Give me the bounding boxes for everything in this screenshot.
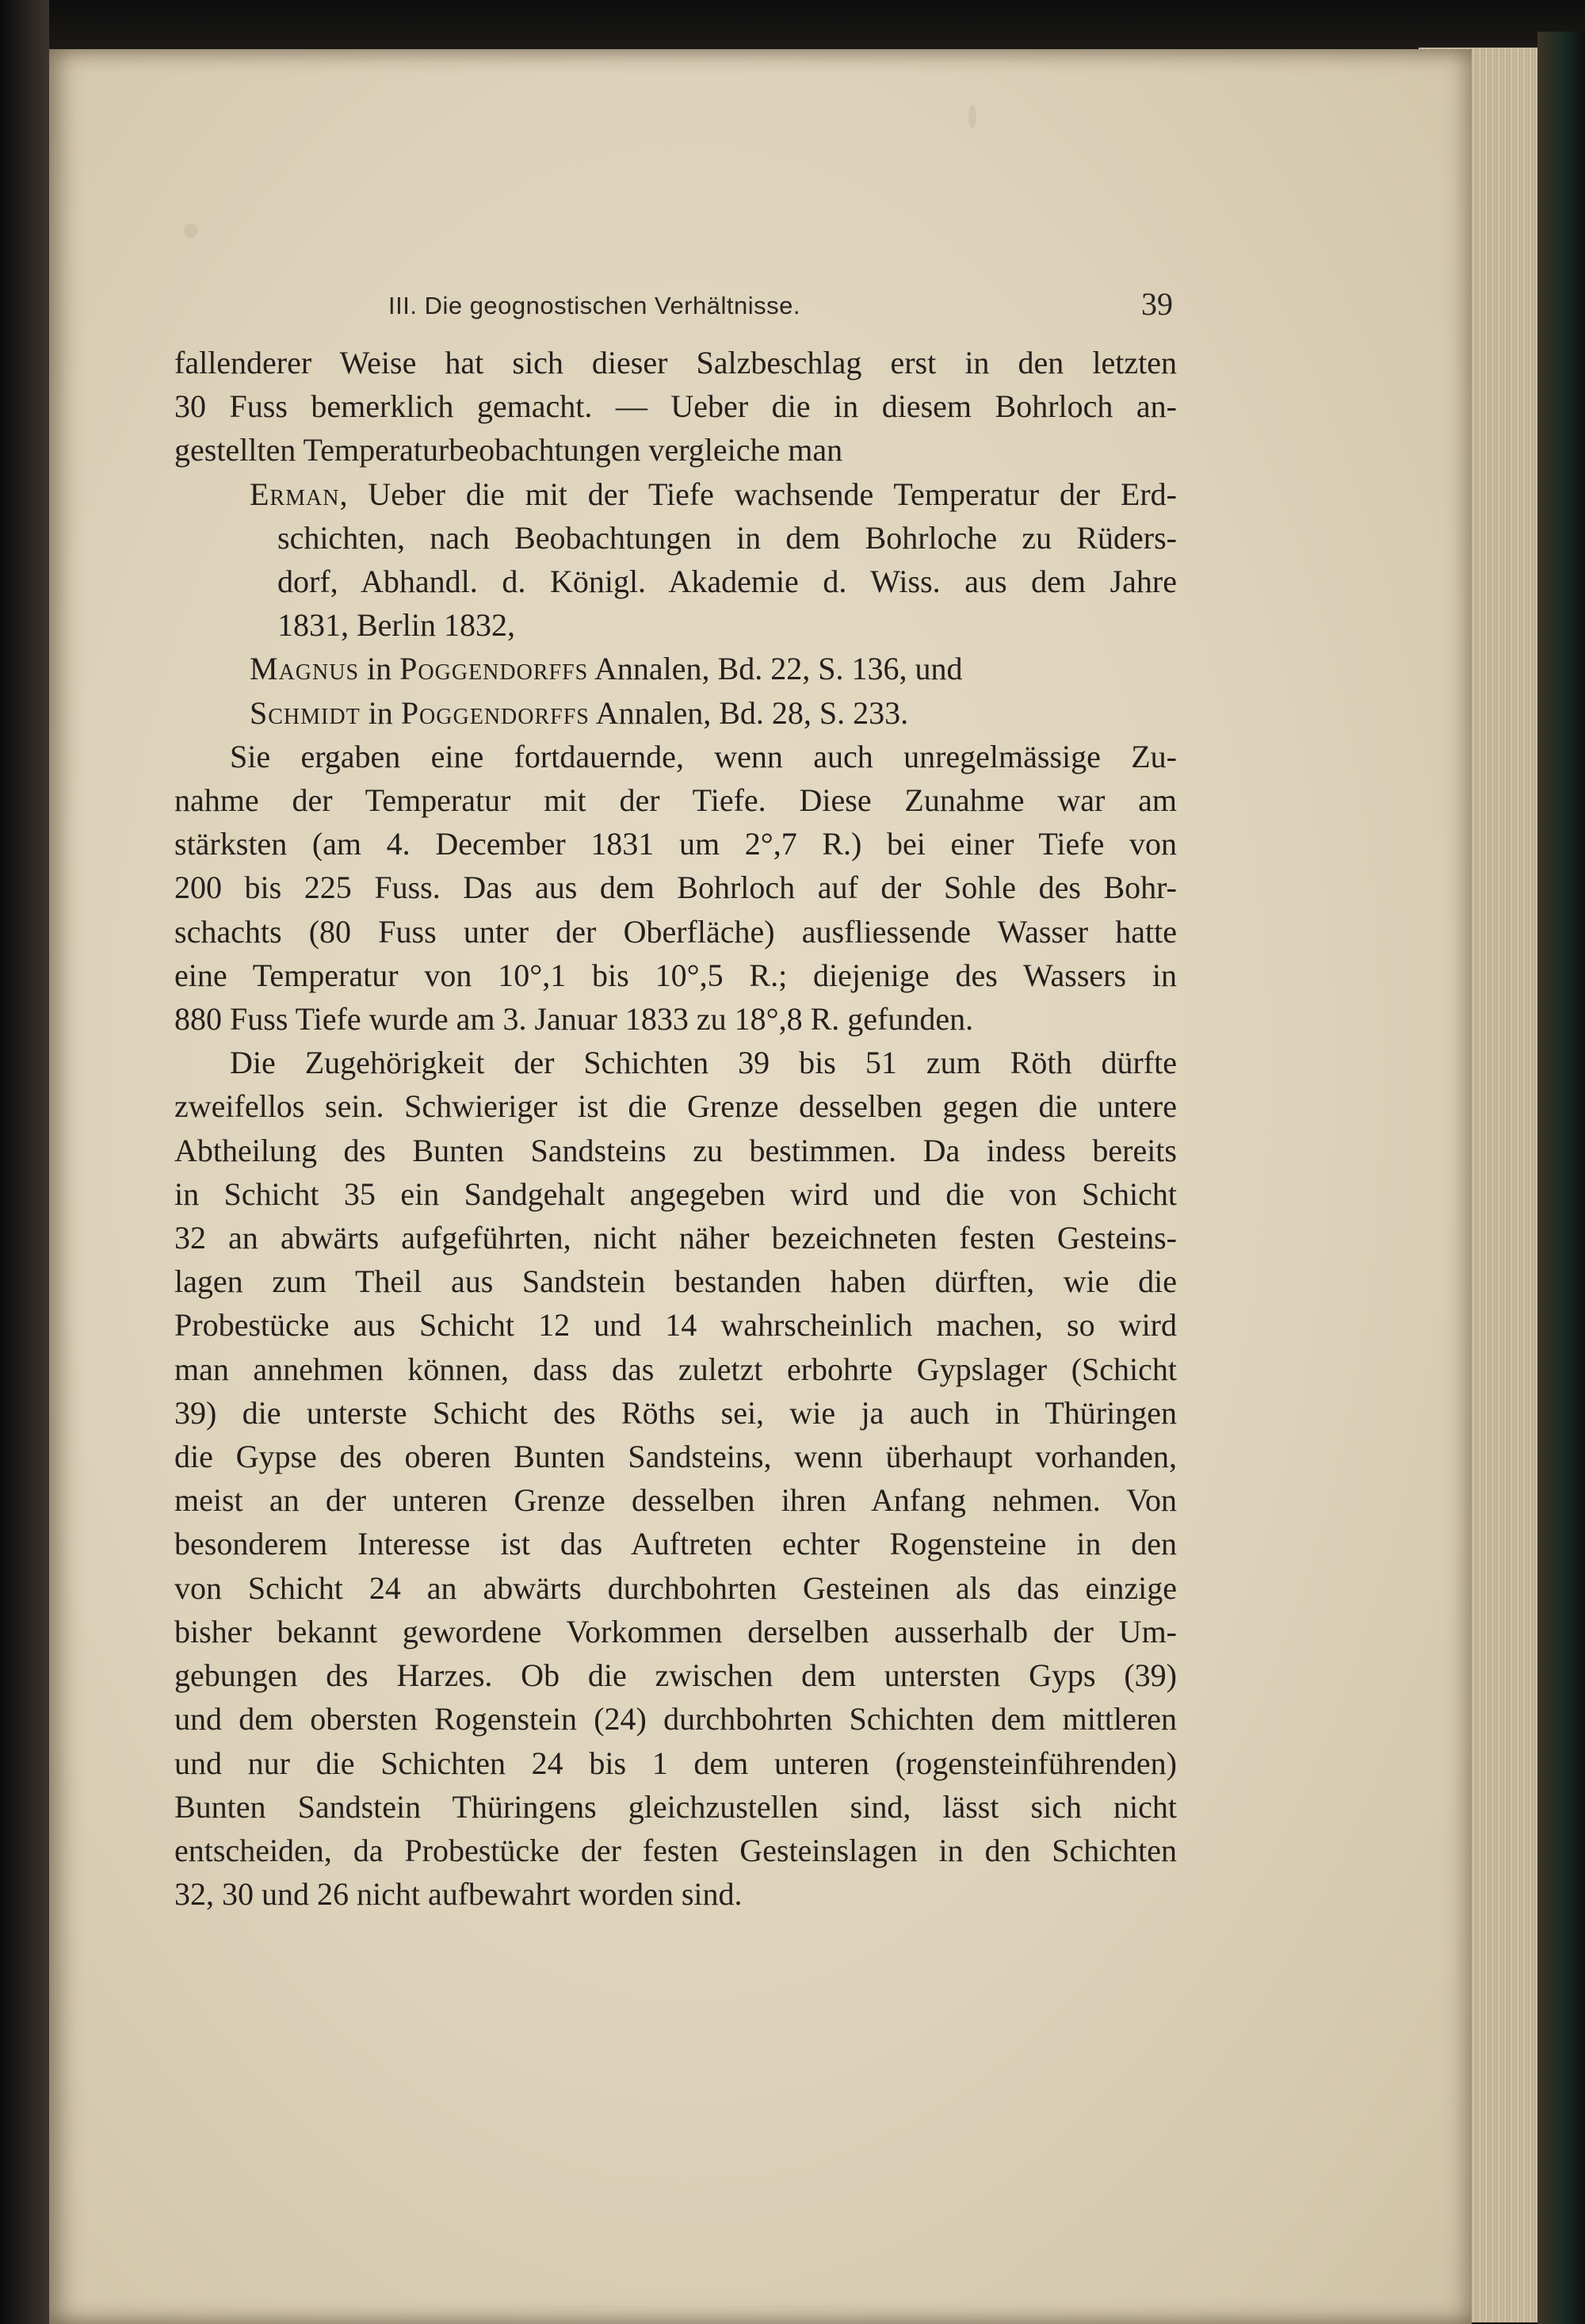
text-line: 32, 30 und 26 nicht aufbewahrt worden sind.: [174, 1876, 743, 1913]
text-line: bisher bekannt gewordene Vorkommen derselben ausserhalb der Um-: [174, 1613, 1177, 1649]
text-line: 30 Fuss bemerklich gemacht. — Ueber die in diesem Bohrloch an-: [174, 388, 1177, 425]
scan-top-edge: [0, 0, 1585, 55]
reference-erman-line: [174, 472, 1177, 516]
text-line: stärksten (am 4. December 1831 um 2°,7 R.) bei einer Tiefe von: [174, 826, 1177, 862]
reference-text: Annalen, Bd. 22, S. 136, und: [588, 651, 963, 687]
text-line: 880 Fuss Tiefe wurde am 3. Januar 1833 zu 18°,8 R. gefunden.: [174, 1001, 974, 1038]
reference-line: 1831, Berlin 1832,: [277, 607, 515, 644]
text-line: in Schicht 35 ein Sandgehalt angegeben wird und die von Schicht: [174, 1175, 1177, 1212]
reference-text: in: [360, 694, 401, 731]
text-line: die Gypse des oberen Bunten Sandsteins, wenn überhaupt vorhanden,: [174, 1439, 1177, 1475]
text-line: Sie ergaben eine fortdauernde, wenn auch unregelmässige Zu-: [230, 738, 1177, 774]
reference-schmidt-line: [174, 691, 1177, 735]
running-header: [388, 285, 1173, 333]
text-line: und dem obersten Rogenstein (24) durchbohrten Schichten dem mittleren: [174, 1701, 1177, 1737]
reference-journal: Poggendorffs: [400, 694, 590, 731]
reference-line: schichten, nach Beobachtungen in dem Bohrloche zu Rüders-: [277, 519, 1177, 556]
text-line: eine Temperatur von 10°,1 bis 10°,5 R.; diejenige des Wassers in: [174, 957, 1177, 993]
text-line: Probestücke aus Schicht 12 und 14 wahrscheinlich machen, so wird: [174, 1307, 1177, 1344]
text-line: man annehmen können, dass das zuletzt erbohrte Gypslager (Schicht: [174, 1351, 1177, 1387]
book-cover-edge: [1537, 32, 1585, 2324]
page-number: 39: [1141, 286, 1173, 322]
text-line: meist an der unteren Grenze desselben ihren Anfang nehmen. Von: [174, 1482, 1177, 1519]
text-line: gebungen des Harzes. Ob die zwischen dem untersten Gyps (39): [174, 1657, 1177, 1694]
text-line: schachts (80 Fuss unter der Oberfläche) ausfliessende Wasser hatte: [174, 913, 1177, 950]
reference-journal: Poggendorffs: [399, 651, 589, 687]
reference-author: Erman: [250, 476, 340, 512]
running-title: III. Die geognostischen Verhältnisse.: [388, 292, 800, 319]
text-line: Abtheilung des Bunten Sandsteins zu bestimmen. Da indess bereits: [174, 1132, 1177, 1168]
reference-text: , Ueber die mit der Tiefe wachsende Temperatur der Erd-: [339, 476, 1177, 512]
text-line: Bunten Sandstein Thüringens gleichzustellen sind, lässt sich nicht: [174, 1788, 1177, 1825]
text-line: und nur die Schichten 24 bis 1 dem unteren (rogensteinführenden): [174, 1745, 1177, 1781]
text-line: 200 bis 225 Fuss. Das aus dem Bohrloch auf der Sohle des Bohr-: [174, 870, 1177, 906]
reference-text: in: [359, 651, 400, 687]
book-binding-edge: [0, 0, 49, 2324]
text-line: entscheiden, da Probestücke der festen Gesteinslagen in den Schichten: [174, 1832, 1177, 1868]
paper-speck: [968, 105, 976, 128]
text-line: fallenderer Weise hat sich dieser Salzbeschlag erst in den letzten: [174, 345, 1177, 380]
text-line: Die Zugehörigkeit der Schichten 39 bis 51 zum Röth dürfte: [230, 1045, 1177, 1081]
text-line: besonderem Interesse ist das Auftreten echter Rogensteine in den: [174, 1526, 1177, 1562]
paper-speck: [184, 224, 198, 238]
text-line: zweifellos sein. Schwieriger ist die Grenze desselben gegen die untere: [174, 1088, 1177, 1125]
reference-author: Magnus: [250, 651, 360, 687]
text-line: gestellten Temperaturbeobachtungen vergleiche man: [174, 432, 843, 468]
reference-text: Annalen, Bd. 28, S. 233.: [589, 694, 909, 731]
text-line: von Schicht 24 an abwärts durchbohrten Gesteinen als das einzige: [174, 1569, 1177, 1606]
text-line: nahme der Temperatur mit der Tiefe. Diese Zunahme war am: [174, 782, 1177, 819]
reference-magnus-line: [174, 647, 1177, 690]
reference-author: Schmidt: [250, 694, 361, 731]
text-line: lagen zum Theil aus Sandstein bestanden haben dürften, wie die: [174, 1263, 1177, 1300]
text-line: 39) die unterste Schicht des Röths sei, wie ja auch in Thüringen: [174, 1394, 1177, 1431]
body-text: [174, 341, 1177, 1916]
reference-line: dorf, Abhandl. d. Königl. Akademie d. Wiss. aus dem Jahre: [277, 564, 1177, 600]
text-line: 32 an abwärts aufgeführten, nicht näher bezeichneten festen Gesteins-: [174, 1220, 1177, 1256]
